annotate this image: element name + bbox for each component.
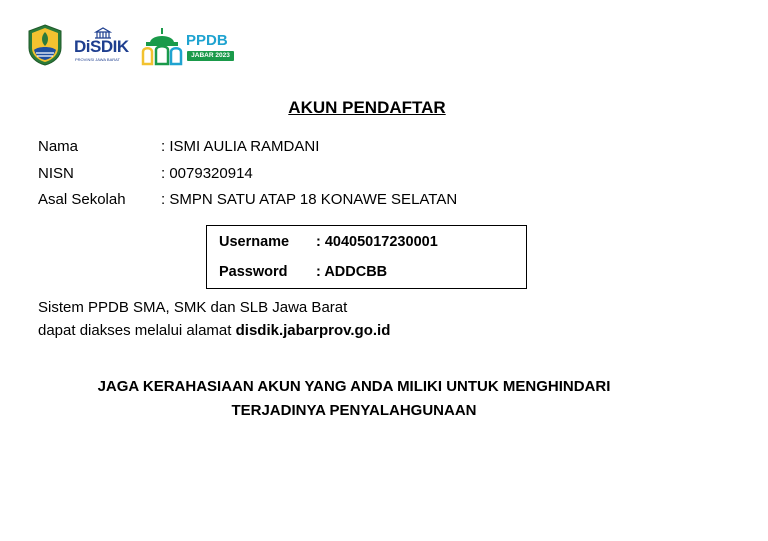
field-nisn-value: : 0079320914	[161, 165, 253, 182]
info-line-2	[38, 322, 390, 339]
password-label: Password	[219, 264, 288, 280]
warning-line-2: TERJADINYA PENYALAHGUNAAN	[231, 402, 477, 419]
field-sekolah-label: Asal Sekolah	[38, 191, 126, 208]
credentials-box	[206, 225, 527, 289]
jabar-emblem-icon	[26, 24, 64, 66]
ppdb-emblem-icon	[140, 26, 184, 66]
field-nama-label: Nama	[38, 138, 79, 155]
username-value: : 40405017230001	[316, 234, 438, 250]
field-nama-value: : ISMI AULIA RAMDANI	[161, 138, 320, 155]
info-line-1: Sistem PPDB SMA, SMK dan SLB Jawa Barat	[38, 299, 348, 316]
disdik-logo-subtext: PROVINSI JAWA BARAT	[75, 57, 120, 62]
info-line-2-prefix: dapat diakses melalui alamat	[38, 322, 236, 339]
warning-line-1: JAGA KERAHASIAAN AKUN YANG ANDA MILIKI UNTUK MENGHINDARI	[97, 378, 611, 395]
field-nisn-label: NISN	[38, 165, 74, 182]
password-row	[219, 264, 388, 280]
username-row	[219, 234, 438, 250]
disdik-logo-text: DiSDIK	[74, 37, 129, 56]
ppdb-logo	[140, 26, 240, 66]
page-title: AKUN PENDAFTAR	[288, 98, 446, 117]
ppdb-logo-text: PPDB	[186, 32, 228, 49]
header-logos	[26, 24, 246, 68]
field-sekolah-value: : SMPN SATU ATAP 18 KONAWE SELATAN	[161, 191, 458, 208]
ppdb-logo-badge: JABAR 2023	[187, 51, 234, 61]
portal-address: disdik.jabarprov.go.id	[235, 322, 391, 339]
disdik-logo	[74, 27, 132, 63]
password-value: : ADDCBB	[316, 264, 388, 280]
username-label: Username	[219, 234, 290, 250]
